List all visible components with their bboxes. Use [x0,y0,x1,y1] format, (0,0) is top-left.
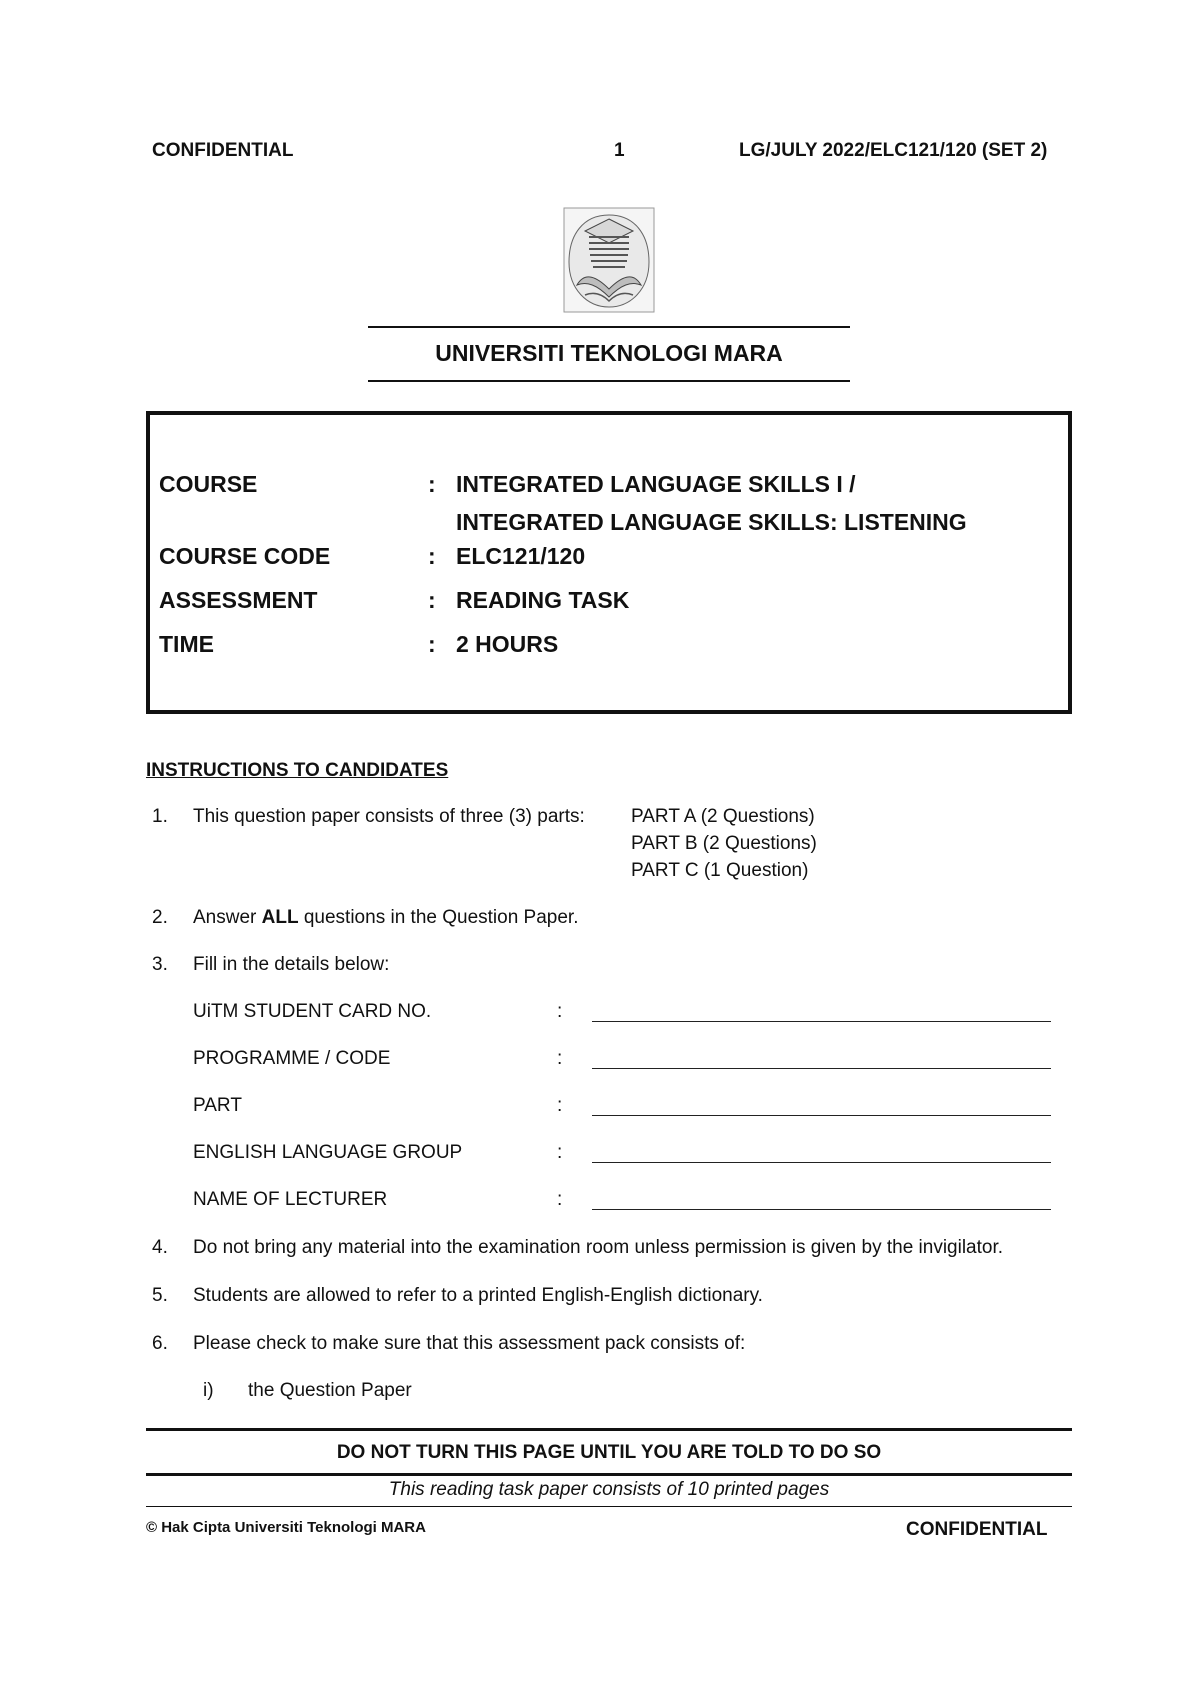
student-card-blank[interactable] [592,1021,1051,1022]
title-top-rule [368,326,850,328]
field-label-language-group: ENGLISH LANGUAGE GROUP [193,1142,463,1163]
assessment-label: ASSESSMENT [159,587,318,613]
copyright-notice: © Hak Cipta Universiti Teknologi MARA [146,1519,426,1536]
footer-confidential: CONFIDENTIAL [906,1519,1048,1540]
footer-middle-rule [146,1473,1072,1476]
language-group-blank[interactable] [592,1162,1051,1163]
university-name: UNIVERSITI TEKNOLOGI MARA [435,340,783,366]
course-code-colon: : [428,543,436,569]
field-label-part: PART [193,1095,242,1116]
instructions-title: INSTRUCTIONS TO CANDIDATES [146,760,449,781]
field-label-lecturer: NAME OF LECTURER [193,1189,388,1210]
course-colon: : [428,471,436,497]
lecturer-blank[interactable] [592,1209,1051,1210]
instruction-text: Answer ALL questions in the Question Paper. [193,907,579,928]
university-logo [563,207,655,313]
field-colon: : [557,1001,563,1022]
field-colon: : [557,1048,563,1069]
pack-item-text: the Question Paper [248,1380,412,1401]
header-page-number: 1 [614,140,625,161]
assessment-colon: : [428,587,436,613]
instruction-number: 3. [152,954,168,975]
instruction-number: 1. [152,806,168,827]
footer-bottom-rule [146,1506,1072,1507]
do-not-turn-warning: DO NOT TURN THIS PAGE UNTIL YOU ARE TOLD TO DO SO [336,1442,882,1463]
part-list-item: PART A (2 Questions) [631,806,815,827]
time-value: 2 HOURS [456,631,559,657]
course-code-value: ELC121/120 [456,543,586,569]
page-count-note: This reading task paper consists of 10 printed pages [388,1479,830,1500]
field-label-programme: PROGRAMME / CODE [193,1048,391,1069]
footer-top-rule [146,1428,1072,1431]
course-info-box [146,411,1072,714]
instruction-text: Please check to make sure that this assessment pack consists of: [193,1333,746,1354]
part-list-item: PART C (1 Question) [631,860,809,881]
instruction-number: 4. [152,1237,168,1258]
instruction-number: 5. [152,1285,168,1306]
programme-blank[interactable] [592,1068,1051,1069]
field-label-student-card: UiTM STUDENT CARD NO. [193,1001,432,1022]
header-confidential: CONFIDENTIAL [152,140,294,161]
instruction-text: Fill in the details below: [193,954,390,975]
instruction-text: This question paper consists of three (3) parts: [193,806,585,827]
header-reference-code: LG/JULY 2022/ELC121/120 (SET 2) [739,140,1048,161]
part-list-item: PART B (2 Questions) [631,833,817,854]
course-value-line-2: INTEGRATED LANGUAGE SKILLS: LISTENING [456,509,967,535]
title-bottom-rule [368,380,850,382]
instruction-number: 6. [152,1333,168,1354]
time-colon: : [428,631,436,657]
field-colon: : [557,1095,563,1116]
emphasis-all: ALL [261,907,299,928]
assessment-value: READING TASK [456,587,630,613]
part-blank[interactable] [592,1115,1051,1116]
instruction-text: Do not bring any material into the examination room unless permission is given by the invigilator. [193,1237,1004,1258]
pack-item-number: i) [203,1380,214,1401]
instruction-text: Students are allowed to refer to a printed English-English dictionary. [193,1285,763,1306]
course-value-line-1: INTEGRATED LANGUAGE SKILLS I / [456,471,856,497]
course-code-label: COURSE CODE [159,543,331,569]
field-colon: : [557,1142,563,1163]
field-colon: : [557,1189,563,1210]
course-label: COURSE [159,471,258,497]
time-label: TIME [159,631,214,657]
instruction-number: 2. [152,907,168,928]
